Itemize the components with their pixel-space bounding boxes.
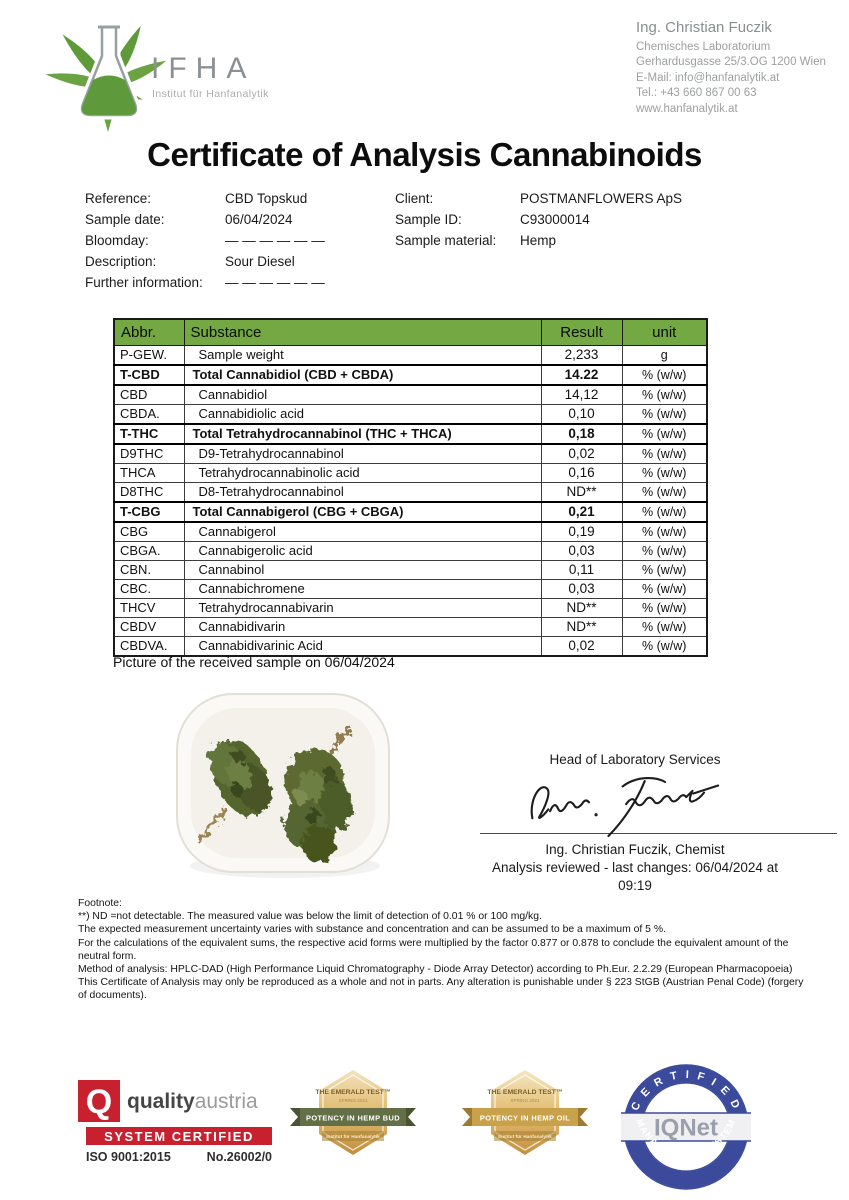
cell-substance: Tetrahydrocannabivarin [184, 599, 541, 618]
info-label: Further information: [85, 275, 203, 290]
contact-line: Gerhardusgasse 25/3.OG 1200 Wien [636, 56, 826, 68]
contact-line: Tel.: +43 660 867 00 63 [636, 87, 757, 99]
emerald-banner: POTENCY IN HEMP BUD [306, 1113, 400, 1123]
cell-abbr: D9THC [114, 444, 184, 464]
cell-abbr: CBGA. [114, 542, 184, 561]
table-row [114, 405, 707, 425]
cell-substance: Tetrahydrocannabinolic acid [184, 464, 541, 483]
cell-unit: % (w/w) [622, 385, 707, 405]
cell-abbr: CBC. [114, 580, 184, 599]
cell-abbr: T-THC [114, 424, 184, 444]
cell-result: 2,233 [541, 346, 622, 366]
cell-abbr: T-CBG [114, 502, 184, 522]
cell-result: 0,11 [541, 561, 622, 580]
cell-unit: g [622, 346, 707, 366]
results-table [113, 318, 708, 657]
emerald-org: Institut für Hanfanalytik [498, 1135, 552, 1140]
cell-substance: Total Cannabidiol (CBD + CBDA) [184, 365, 541, 385]
info-value: CBD Topskud [225, 191, 308, 206]
table-row [114, 365, 707, 385]
cell-unit: % (w/w) [622, 580, 707, 599]
table-row [114, 385, 707, 405]
cell-result: ND** [541, 599, 622, 618]
sample-info-left [85, 188, 325, 293]
contact-line: E-Mail: info@hanfanalytik.at [636, 71, 780, 84]
cell-result: 0,03 [541, 542, 622, 561]
brand-bold: quality [127, 1090, 195, 1113]
cell-substance: Cannabidivarin [184, 618, 541, 637]
cell-unit: % (w/w) [622, 424, 707, 444]
emerald-season: SPRING 2021 [510, 1098, 540, 1103]
sample-photo [163, 688, 403, 888]
cell-substance: Cannabinol [184, 561, 541, 580]
cell-abbr: T-CBD [114, 365, 184, 385]
cell-result: 0,19 [541, 522, 622, 542]
page-title: Certificate of Analysis Cannabinoids [147, 136, 702, 173]
quality-austria-brand [127, 1090, 258, 1114]
table-row [114, 580, 707, 599]
cell-result: 0,16 [541, 464, 622, 483]
cell-abbr: CBG [114, 522, 184, 542]
emerald-season: SPRING 2021 [338, 1098, 368, 1103]
info-row [85, 272, 325, 293]
info-value: 06/04/2024 [225, 212, 293, 227]
info-label: Sample ID: [395, 212, 462, 227]
footnote-title: Footnote: [78, 898, 122, 909]
footnote-line: **) ND =not detectable. The measured value was below the limit of detection of 0.01 % or 100 mg/kg. [78, 911, 542, 923]
cell-result: 14,12 [541, 385, 622, 405]
cell-abbr: CBDVA. [114, 637, 184, 657]
footnote-line: This Certificate of Analysis may only be reproduced as a whole and not in parts. Any alteration is punishable under § 223 StGB (Austrian Penal Code) (forgery of documents). [78, 977, 804, 1002]
info-value: Hemp [520, 233, 557, 248]
certificate-number: No.26002/0 [206, 1150, 272, 1164]
cell-substance: Cannabigerolic acid [184, 542, 541, 561]
header-logo [35, 20, 315, 135]
cell-result: 0,02 [541, 637, 622, 657]
info-row [395, 230, 682, 251]
quality-austria-banner: SYSTEM CERTIFIED [86, 1127, 272, 1145]
cell-unit: % (w/w) [622, 365, 707, 385]
info-row [85, 230, 325, 251]
cell-abbr: CBDV [114, 618, 184, 637]
col-header-result: Result [541, 319, 622, 346]
iqnet-top-text: C E R T I F I E D [629, 1068, 743, 1113]
table-row [114, 599, 707, 618]
contact-lines [636, 40, 826, 118]
cell-abbr: D8THC [114, 483, 184, 503]
emerald-banner: POTENCY IN HEMP OIL [479, 1113, 571, 1123]
iso-number: ISO 9001:2015 [86, 1150, 171, 1164]
info-label: Bloomday: [85, 233, 149, 248]
company-subtitle: Institut für Hanfanalytik [152, 88, 269, 100]
cell-substance: Cannabichromene [184, 580, 541, 599]
info-label: Sample date: [85, 212, 165, 227]
info-row [395, 209, 682, 230]
col-header-unit: unit [622, 319, 707, 346]
cell-result: 0,18 [541, 424, 622, 444]
cell-unit: % (w/w) [622, 464, 707, 483]
footnote-line: For the calculations of the equivalent sums, the respective acid forms were multiplied by the factor 0.877 or 0.878 to conclude the equivalent amount of the neutral form. [78, 937, 789, 962]
cell-unit: % (w/w) [622, 542, 707, 561]
cell-unit: % (w/w) [622, 405, 707, 425]
cell-unit: % (w/w) [622, 637, 707, 657]
info-value: POSTMANFLOWERS ApS [520, 191, 683, 206]
cell-abbr: THCA [114, 464, 184, 483]
table-row [114, 424, 707, 444]
cell-substance: Total Cannabigerol (CBG + CBGA) [184, 502, 541, 522]
info-value: — — — — — — [225, 275, 325, 290]
cell-unit: % (w/w) [622, 444, 707, 464]
signature-role: Head of Laboratory Services [549, 752, 721, 767]
cell-result: 0,03 [541, 580, 622, 599]
cell-result: 0,21 [541, 502, 622, 522]
info-row [395, 188, 682, 209]
col-header-substance: Substance [184, 319, 541, 346]
table-row [114, 522, 707, 542]
info-value: Sour Diesel [225, 254, 295, 269]
table-row [114, 464, 707, 483]
cell-substance: Cannabidiolic acid [184, 405, 541, 425]
col-header-abbr: Abbr. [114, 319, 184, 346]
cell-unit: % (w/w) [622, 483, 707, 503]
cell-substance: Sample weight [184, 346, 541, 366]
signature-review: Analysis reviewed - last changes: 06/04/2024 at [492, 860, 778, 875]
picture-caption: Picture of the received sample on 06/04/2024 [113, 654, 395, 670]
cell-unit: % (w/w) [622, 561, 707, 580]
cell-abbr: CBD [114, 385, 184, 405]
table-row [114, 561, 707, 580]
emerald-org: Institut für Hanfanalytik [326, 1135, 380, 1140]
cert-quality-austria [78, 1080, 273, 1170]
cell-unit: % (w/w) [622, 599, 707, 618]
info-value: C93000014 [520, 212, 590, 227]
cert-emerald-test-bud-badge [278, 1066, 428, 1186]
info-label: Client: [395, 191, 434, 206]
signature-review-time: 09:19 [618, 878, 652, 893]
cell-unit: % (w/w) [622, 522, 707, 542]
cell-substance: D8-Tetrahydrocannabinol [184, 483, 541, 503]
table-row [114, 483, 707, 503]
footnote-line: Method of analysis: HPLC-DAD (High Performance Liquid Chromatography - Diode Array Detector) according to Ph.Eur. 2.2.29 (European Pharmacopoeia) [78, 964, 793, 976]
cell-substance: Cannabidiol [184, 385, 541, 405]
cell-result: 0,02 [541, 444, 622, 464]
info-row [85, 251, 325, 272]
contact-name: Ing. Christian Fuczik [636, 19, 772, 36]
contact-block [636, 20, 826, 117]
iqnet-bottom-text: MANAGEMENT SYSTEM [633, 1117, 739, 1160]
table-row [114, 542, 707, 561]
cell-result: 0,10 [541, 405, 622, 425]
table-row [114, 618, 707, 637]
cert-iqnet-badge [621, 1062, 751, 1192]
brand-light: austria [194, 1090, 258, 1113]
table-header-row [114, 319, 707, 346]
emerald-title: THE EMERALD TEST™ [487, 1089, 563, 1096]
quality-austria-q-icon: Q [78, 1080, 120, 1122]
company-acronym: IFHA [151, 52, 256, 85]
info-value: — — — — — — [225, 233, 325, 248]
info-row [85, 188, 325, 209]
cell-substance: D9-Tetrahydrocannabinol [184, 444, 541, 464]
cert-emerald-test-oil-badge [450, 1066, 600, 1186]
signature-name: Ing. Christian Fuczik, Chemist [545, 842, 725, 857]
cell-substance: Cannabigerol [184, 522, 541, 542]
info-row [85, 209, 325, 230]
cell-abbr: CBN. [114, 561, 184, 580]
cell-result: ND** [541, 483, 622, 503]
info-label: Sample material: [395, 233, 497, 248]
sample-info-right [395, 188, 682, 251]
cell-abbr: P-GEW. [114, 346, 184, 366]
table-row [114, 444, 707, 464]
contact-line: www.hanfanalytik.at [636, 102, 738, 115]
table-row [114, 346, 707, 366]
footnote [78, 897, 804, 1003]
table-row [114, 502, 707, 522]
cell-abbr: THCV [114, 599, 184, 618]
cell-abbr: CBDA. [114, 405, 184, 425]
cell-unit: % (w/w) [622, 502, 707, 522]
signature-handwriting [520, 764, 750, 846]
emerald-title: THE EMERALD TEST™ [315, 1089, 391, 1096]
iqnet-center-text: IQNet [653, 1114, 719, 1142]
contact-line: Chemisches Laboratorium [636, 40, 771, 53]
cell-unit: % (w/w) [622, 618, 707, 637]
info-label: Description: [85, 254, 157, 269]
info-label: Reference: [85, 191, 152, 206]
cell-result: ND** [541, 618, 622, 637]
cell-substance: Cannabidivarinic Acid [184, 637, 541, 657]
cell-substance: Total Tetrahydrocannabinol (THC + THCA) [184, 424, 541, 444]
cell-result: 14.22 [541, 365, 622, 385]
footnote-line: The expected measurement uncertainty varies with substance and concentration and can be assumed to be a maximum of 5 %. [78, 924, 666, 936]
